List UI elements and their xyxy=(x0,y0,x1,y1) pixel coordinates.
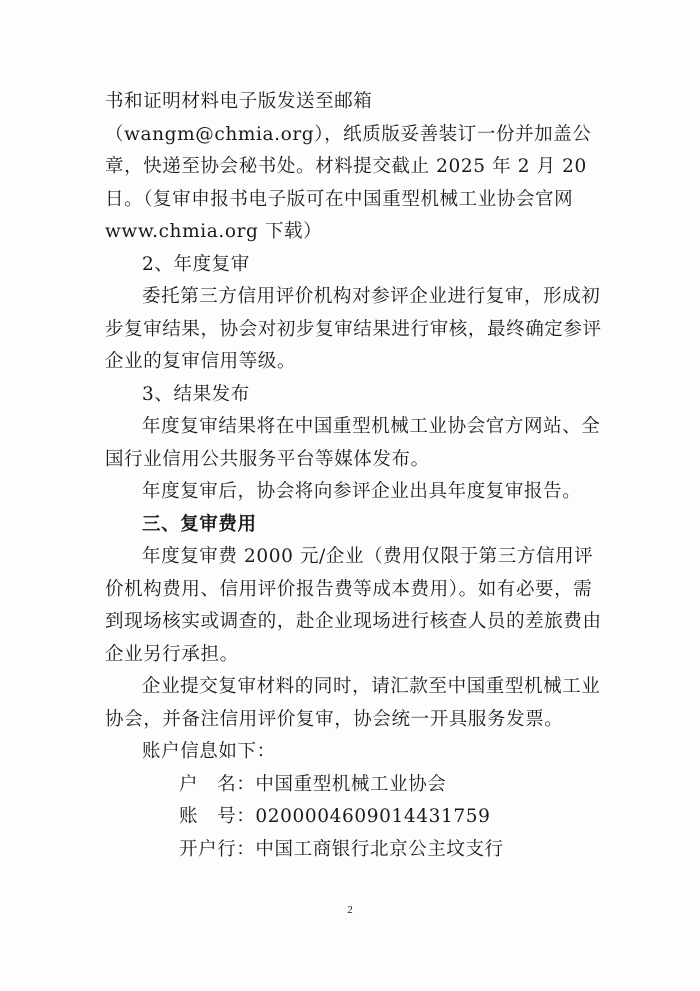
paragraph-remittance: 企业提交复审材料的同时，请汇款至中国重型机械工业协会，并备注信用评价复审，协会统一开具服务发票。 xyxy=(105,676,601,730)
paragraph-submission: 书和证明材料电子版发送至邮箱（wangm@chmia.org），纸质版妥善装订一份并加盖公章，快递至协会秘书处。材料提交截止 2025 年 2 月 20 日。（复审申报书电子版可在中国重型机械工业协会官网 www.chmia.org 下载） xyxy=(105,91,592,242)
bank-label: 开户行： xyxy=(179,838,256,860)
heading-annual-review: 2、年度复审 xyxy=(142,253,250,275)
paragraph-fee-detail: 年度复审费 2000 元/企业（费用仅限于第三方信用评价机构费用、信用评价报告费等成本费用）。如有必要，需到现场核实或调查的，赴企业现场进行核查人员的差旅费由企业另行承担。 xyxy=(105,546,602,665)
account-intro: 账户信息如下： xyxy=(142,741,276,762)
bank-row xyxy=(105,834,605,867)
account-number-label: 账 号： xyxy=(179,806,256,827)
bank-value: 中国工商银行北京公主坟支行 xyxy=(255,838,504,860)
paragraph-annual-review: 委托第三方信用评价机构对参评企业进行复审，形成初步复审结果，协会对初步复审结果进行审核，最终确定参评企业的复审信用等级。 xyxy=(105,286,602,372)
paragraph-result-release: 年度复审结果将在中国重型机械工业协会官方网站、全国行业信用公共服务平台等媒体发布。 xyxy=(105,416,601,470)
account-name-value: 中国重型机械工业协会 xyxy=(255,773,447,795)
heading-result-release: 3、结果发布 xyxy=(142,383,250,405)
document-body xyxy=(105,86,605,866)
account-number-row xyxy=(105,801,605,834)
account-name-row xyxy=(105,769,605,802)
paragraph-review-report: 年度复审后，协会将向参评企业出具年度复审报告。 xyxy=(142,481,582,502)
account-number-value: 0200004609014431759 xyxy=(255,806,491,827)
heading-review-fee: 三、复审费用 xyxy=(142,513,257,535)
account-name-label: 户 名： xyxy=(179,773,256,795)
page-number: 2 xyxy=(347,904,353,916)
